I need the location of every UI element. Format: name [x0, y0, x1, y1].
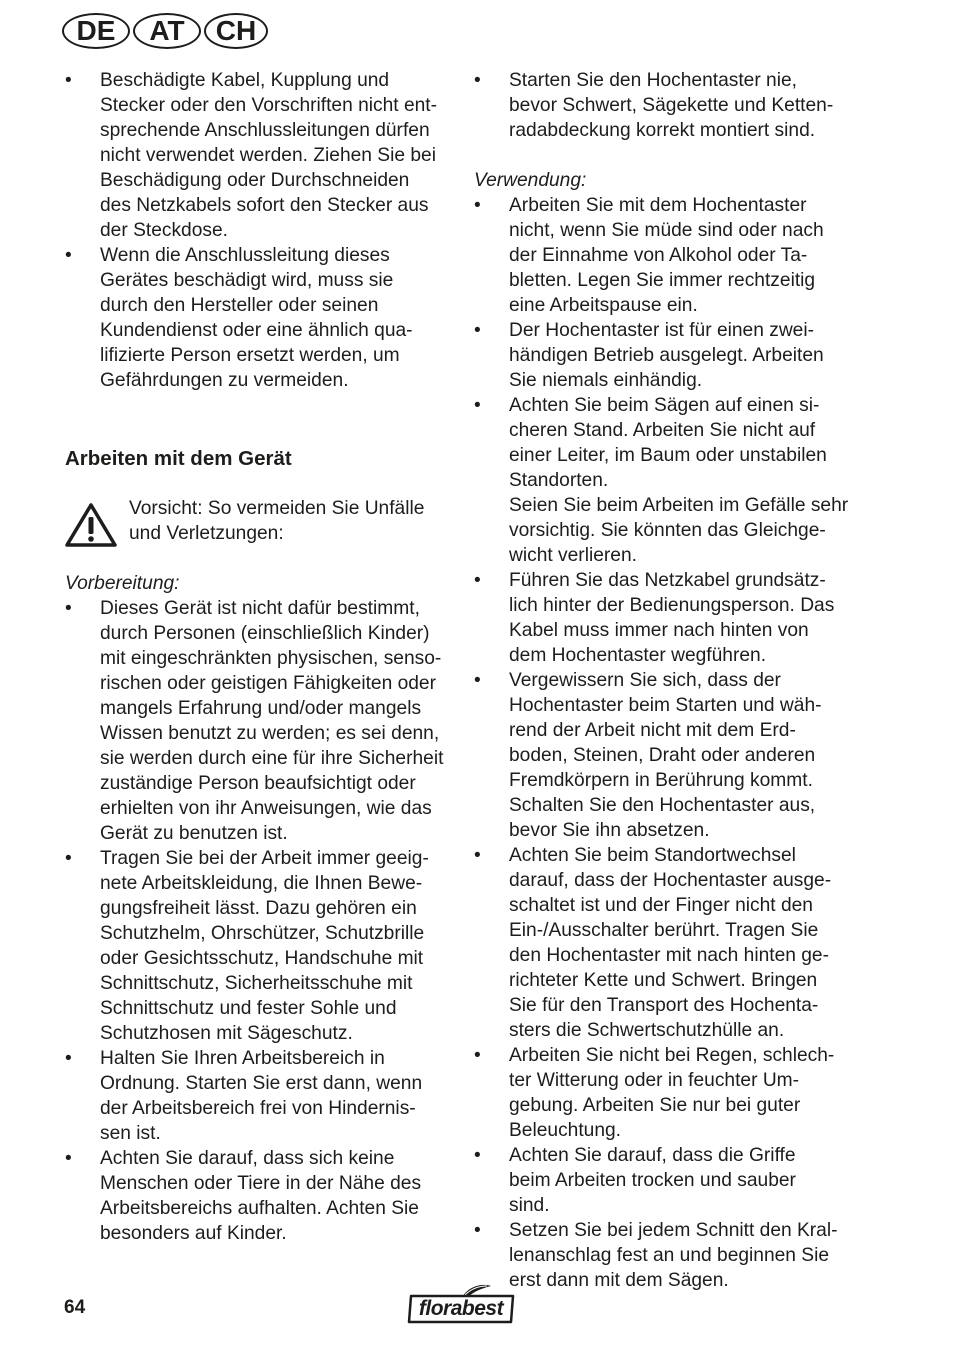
bullet: • — [474, 670, 481, 691]
list-item-line: Beschädigte Kabel, Kupplung und — [100, 70, 390, 91]
list-item-line: Der Hochentaster ist für einen zwei- — [509, 320, 814, 341]
list-item-line: Gerätes beschädigt wird, muss sie — [100, 270, 394, 291]
list-item-line: sters die Schwertschutzhülle an. — [509, 1020, 785, 1041]
list-item-line: Kundendienst oder eine ähnlich qua- — [100, 320, 413, 341]
list-item-line: Kabel muss immer nach hinten von — [509, 620, 809, 641]
list-item-line: Standorten. — [509, 470, 609, 491]
list-item-line: sie werden durch eine für ihre Sicherheit — [100, 748, 444, 769]
list-item-line: Arbeiten Sie nicht bei Regen, schlech- — [509, 1045, 835, 1066]
list-item-line: Beleuchtung. — [509, 1120, 622, 1141]
list-item-line: besonders auf Kinder. — [100, 1223, 287, 1244]
list-item-line: beim Arbeiten trocken und sauber — [509, 1170, 796, 1191]
preparation-list — [65, 596, 460, 1246]
page-number: 64 — [64, 1297, 86, 1318]
list-item-line: ter Witterung oder in feuchter Um- — [509, 1070, 800, 1091]
list-item-line: Seien Sie beim Arbeiten im Gefälle sehr — [509, 495, 849, 516]
right-column — [474, 68, 874, 1293]
bullet: • — [65, 598, 72, 619]
list-item-line: bevor Sie ihn absetzen. — [509, 820, 710, 841]
list-item-line: Tragen Sie bei der Arbeit immer geeig- — [100, 848, 429, 869]
list-item-line: vorsichtig. Sie könnten das Gleichge- — [509, 520, 826, 541]
list-item-line: bletten. Legen Sie immer rechtzeitig — [509, 270, 816, 291]
list-item-line: boden, Steinen, Draht oder anderen — [509, 745, 816, 766]
list-item-line: Sie niemals einhändig. — [509, 370, 703, 391]
bullet: • — [474, 320, 481, 341]
usage-list — [474, 193, 874, 1293]
section-title: Arbeiten mit dem Gerät — [65, 447, 292, 470]
list-item-line: der Arbeitsbereich frei von Hindernis- — [100, 1098, 416, 1119]
list-item-line: mangels Erfahrung und/oder mangels — [100, 698, 422, 719]
list-item-line: Stecker oder den Vorschriften nicht ent- — [100, 95, 438, 116]
list-item-line: nete Arbeitskleidung, die Ihnen Bewe- — [100, 873, 423, 894]
list-item-line: durch den Hersteller oder seinen — [100, 295, 379, 316]
list-item-line: Achten Sie beim Standortwechsel — [509, 845, 796, 866]
list-item-line: den Hochentaster mit nach hinten ge- — [509, 945, 829, 966]
bullet: • — [65, 848, 72, 869]
list-item-line: Achten Sie darauf, dass sich keine — [100, 1148, 395, 1169]
list-item-line: darauf, dass der Hochentaster ausge- — [509, 870, 832, 891]
safety-cable-list — [65, 68, 460, 393]
list-item-line: zuständige Person beaufsichtigt oder — [100, 773, 416, 794]
bullet: • — [65, 70, 72, 91]
list-item-line: sen ist. — [100, 1123, 161, 1144]
language-badge-ch: CH — [204, 13, 268, 49]
list-item-line: einer Leiter, im Baum oder unstabilen — [509, 445, 827, 466]
bullet: • — [65, 245, 72, 266]
list-item — [474, 318, 874, 393]
list-item-line: gebung. Arbeiten Sie nur bei guter — [509, 1095, 801, 1116]
list-item-line: Schalten Sie den Hochentaster aus, — [509, 795, 816, 816]
list-item-line: lifizierte Person ersetzt werden, um — [100, 345, 400, 366]
list-item-line: eine Arbeitspause ein. — [509, 295, 698, 316]
list-item-line: nicht, wenn Sie müde sind oder nach — [509, 220, 824, 241]
bullet: • — [65, 1048, 72, 1069]
bullet: • — [474, 395, 481, 416]
list-item — [474, 668, 874, 843]
list-item-line: Setzen Sie bei jedem Schnitt den Kral- — [509, 1220, 838, 1241]
list-item-line: Vergewissern Sie sich, dass der — [509, 670, 781, 691]
list-item-line: Schutzhelm, Ohrschützer, Schutzbrille — [100, 923, 425, 944]
list-item — [65, 1046, 460, 1146]
list-item-line: Beschädigung oder Durchschneiden — [100, 170, 410, 191]
list-item-line: Sie für den Transport des Hochenta- — [509, 995, 819, 1016]
list-item — [65, 846, 460, 1046]
list-item-line: rischen oder geistigen Fähigkeiten oder — [100, 673, 436, 694]
bullet: • — [474, 1145, 481, 1166]
list-item — [474, 568, 874, 668]
list-item-line: lenanschlag fest an und beginnen Sie — [509, 1245, 830, 1266]
subheading-preparation: Vorbereitung: — [65, 573, 180, 594]
subheading-usage: Verwendung: — [474, 170, 587, 191]
list-item-line: Arbeiten Sie mit dem Hochentaster — [509, 195, 807, 216]
list-item-line: erst dann mit dem Sägen. — [509, 1270, 729, 1291]
warning-line: Vorsicht: So vermeiden Sie Unfälle — [129, 498, 425, 519]
list-item — [474, 68, 874, 143]
list-item-line: nicht verwendet werden. Ziehen Sie bei — [100, 145, 436, 166]
list-item-line: Schutzhosen mit Sägeschutz. — [100, 1023, 353, 1044]
list-item-line: gungsfreiheit lässt. Dazu gehören ein — [100, 898, 417, 919]
list-item-line: sprechende Anschlussleitungen dürfen — [100, 120, 430, 141]
list-item-line: der Steckdose. — [100, 220, 228, 241]
warning-notice — [65, 496, 460, 546]
list-item-line: sind. — [509, 1195, 550, 1216]
list-item-line: Wissen benutzt zu werden; es sei denn, — [100, 723, 440, 744]
list-item-line: lich hinter der Bedienungsperson. Das — [509, 595, 835, 616]
list-item — [474, 1143, 874, 1218]
list-item-line: Halten Sie Ihren Arbeitsbereich in — [100, 1048, 385, 1069]
list-item-line: Ein-/Ausschalter berührt. Tragen Sie — [509, 920, 819, 941]
list-item — [474, 843, 874, 1043]
list-item-line: durch Personen (einschließlich Kinder) — [100, 623, 430, 644]
warning-triangle-icon — [65, 502, 117, 548]
language-badge-de: DE — [62, 13, 130, 49]
language-badge-at: AT — [133, 13, 201, 49]
list-item-line: Schnittschutz und fester Sohle und — [100, 998, 397, 1019]
list-item-line: cheren Stand. Arbeiten Sie nicht auf — [509, 420, 816, 441]
list-item-line: erhielten von ihr Anweisungen, wie das — [100, 798, 432, 819]
list-item-line: dem Hochentaster wegführen. — [509, 645, 767, 666]
list-item — [474, 1043, 874, 1143]
bullet: • — [474, 195, 481, 216]
list-item-line: Achten Sie darauf, dass die Griffe — [509, 1145, 796, 1166]
list-item-line: schaltet ist und der Finger nicht den — [509, 895, 813, 916]
bullet: • — [474, 570, 481, 591]
warning-line: und Verletzungen: — [129, 523, 284, 544]
left-column — [65, 68, 460, 1246]
list-item-line: richteter Kette und Schwert. Bringen — [509, 970, 818, 991]
language-badges — [62, 13, 271, 49]
bullet: • — [474, 1045, 481, 1066]
list-item-line: Führen Sie das Netzkabel grundsätz- — [509, 570, 826, 591]
list-item-line: bevor Schwert, Sägekette und Ketten- — [509, 95, 834, 116]
florabest-logo — [405, 1282, 517, 1328]
list-item-line: rend der Arbeit nicht mit dem Erd- — [509, 720, 796, 741]
list-item-line: Starten Sie den Hochentaster nie, — [509, 70, 797, 91]
list-item — [65, 68, 460, 243]
list-item — [474, 393, 874, 568]
bullet: • — [474, 70, 481, 91]
list-item-line: händigen Betrieb ausgelegt. Arbeiten — [509, 345, 824, 366]
start-warning-list — [474, 68, 874, 143]
list-item-line: Schnittschutz, Sicherheitsschuhe mit — [100, 973, 413, 994]
bullet: • — [474, 1220, 481, 1241]
list-item-line: des Netzkabels sofort den Stecker aus — [100, 195, 429, 216]
list-item-line: radabdeckung korrekt montiert sind. — [509, 120, 816, 141]
list-item-line: Fremdkörpern in Berührung kommt. — [509, 770, 813, 791]
list-item-line: Gerät zu benutzen ist. — [100, 823, 288, 844]
list-item — [65, 596, 460, 846]
list-item — [65, 243, 460, 393]
svg-text:florabest: florabest — [418, 1297, 504, 1320]
list-item-line: oder Gesichtsschutz, Handschuhe mit — [100, 948, 424, 969]
bullet: • — [65, 1148, 72, 1169]
list-item-line: Menschen oder Tiere in der Nähe des — [100, 1173, 422, 1194]
list-item-line: der Einnahme von Alkohol oder Ta- — [509, 245, 808, 266]
list-item-line: wicht verlieren. — [509, 545, 637, 566]
list-item-line: Dieses Gerät ist nicht dafür bestimmt, — [100, 598, 420, 619]
list-item-line: Arbeitsbereichs aufhalten. Achten Sie — [100, 1198, 419, 1219]
list-item-line: Hochentaster beim Starten und wäh- — [509, 695, 822, 716]
list-item-line: Achten Sie beim Sägen auf einen si- — [509, 395, 820, 416]
list-item — [474, 1218, 874, 1293]
list-item-line: Wenn die Anschlussleitung dieses — [100, 245, 390, 266]
list-item — [474, 193, 874, 318]
bullet: • — [474, 845, 481, 866]
list-item-line: Ordnung. Starten Sie erst dann, wenn — [100, 1073, 423, 1094]
list-item-line: mit eingeschränkten physischen, senso- — [100, 648, 442, 669]
list-item-line: Gefährdungen zu vermeiden. — [100, 370, 349, 391]
list-item — [65, 1146, 460, 1246]
